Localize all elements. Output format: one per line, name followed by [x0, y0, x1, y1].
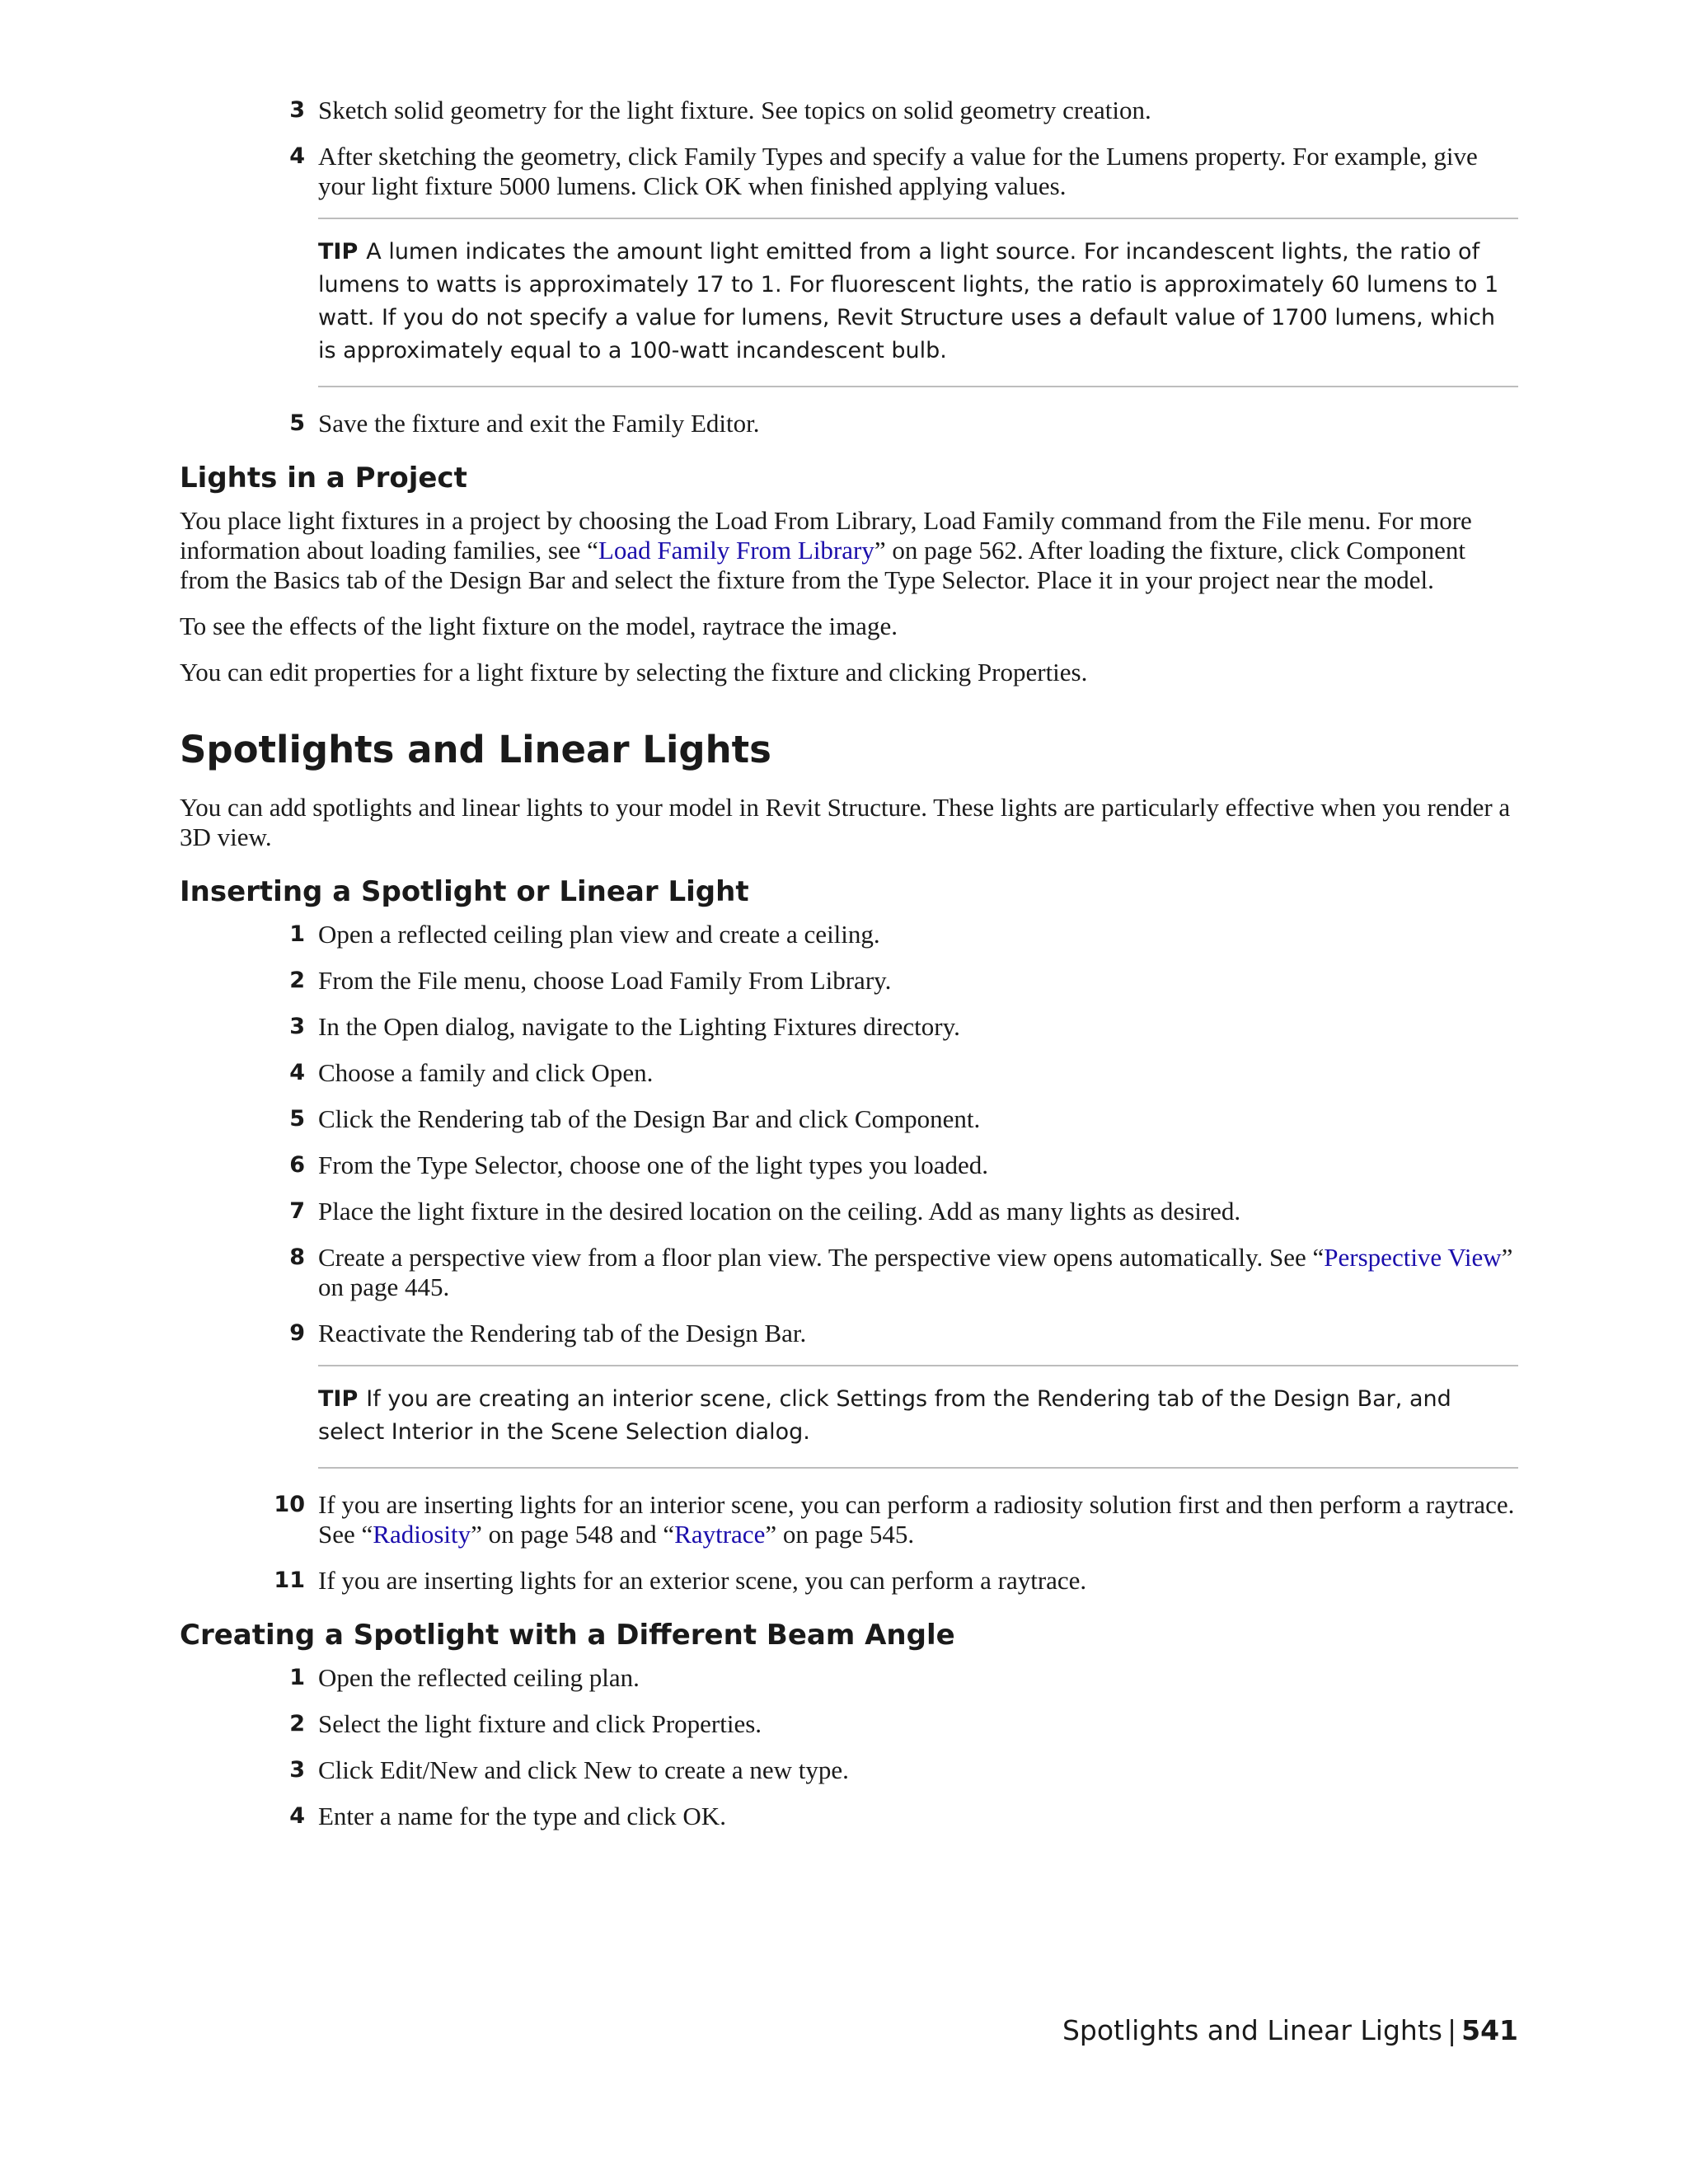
step-text: From the Type Selector, choose one of the light types you loaded.	[318, 1151, 989, 1179]
step-text: Sketch solid geometry for the light fixture. See topics on solid geometry creation.	[318, 96, 1151, 124]
step-item	[180, 96, 1518, 125]
step-number: 1	[289, 1665, 305, 1690]
step-item	[180, 1755, 1518, 1785]
paragraph-text: You place light fixtures in a project by choosing the Load From Library, Load Family command from the File menu. For more information about loading families, see “	[180, 506, 1472, 565]
step-number: 4	[289, 1803, 305, 1829]
step-text: Enter a name for the type and click OK.	[318, 1802, 726, 1830]
step-text: From the File menu, choose Load Family From Library.	[318, 966, 892, 995]
step-item	[180, 1058, 1518, 1088]
step-item	[180, 409, 1518, 438]
step-text: Choose a family and click Open.	[318, 1058, 654, 1087]
step-text: Select the light fixture and click Properties.	[318, 1709, 762, 1738]
step-number: 5	[289, 410, 305, 436]
step-item	[180, 1243, 1518, 1302]
step-item	[180, 1709, 1518, 1739]
step-text: If you are inserting lights for an interior scene, you can perform a radiosity solution first and then perform a raytrace. See “	[318, 1490, 1515, 1549]
page-number: 541	[1461, 2014, 1518, 2046]
step-number: 8	[289, 1244, 305, 1270]
link-radiosity[interactable]: Radiosity	[373, 1520, 471, 1549]
page-footer	[1062, 2014, 1518, 2046]
paragraph: To see the effects of the light fixture on the model, raytrace the image.	[180, 612, 898, 640]
step-item	[180, 1151, 1518, 1180]
tip-label: TIP	[318, 1386, 359, 1412]
step-item	[180, 1490, 1518, 1549]
tip-text: If you are creating an interior scene, click Settings from the Rendering tab of the Design Bar, and select Interior in the Scene Selection dialog.	[318, 1386, 1451, 1445]
step-item	[180, 142, 1518, 201]
tip-text: A lumen indicates the amount light emitted from a light source. For incandescent lights, the ratio of lumens to watts is approximately 17 to 1. For fluorescent lights, the ratio is approximately 60 lumens to 1 watt. If you do not specify a value for lumens, Revit Structure uses a default value of 1700 lumens, which is approximately equal to a 100-watt incandescent bulb.	[318, 239, 1499, 363]
step-text: ” on page 445.	[318, 1243, 1513, 1301]
step-number: 4	[289, 1060, 305, 1085]
step-text: Place the light fixture in the desired location on the ceiling. Add as many lights as desired.	[318, 1197, 1241, 1226]
step-item	[180, 1663, 1518, 1693]
step-item	[180, 1197, 1518, 1226]
step-text: Save the fixture and exit the Family Editor.	[318, 409, 760, 438]
step-text: Click the Rendering tab of the Design Bar and click Component.	[318, 1104, 981, 1133]
step-number: 3	[289, 1757, 305, 1783]
footer-title: Spotlights and Linear Lights	[1062, 2014, 1442, 2046]
step-item	[180, 966, 1518, 996]
document-page	[180, 96, 1518, 1848]
step-text: ” on page 548 and “	[471, 1520, 675, 1549]
step-item	[180, 1319, 1518, 1348]
step-text: ” on page 545.	[765, 1520, 915, 1549]
step-number: 2	[289, 1711, 305, 1736]
step-item	[180, 920, 1518, 949]
paragraph: You can add spotlights and linear lights to your model in Revit Structure. These lights are particularly effective when you render a 3D view.	[180, 793, 1511, 851]
footer-separator: |	[1447, 2014, 1457, 2046]
step-text: Create a perspective view from a floor plan view. The perspective view opens automatically. See “	[318, 1243, 1325, 1272]
section-heading-beam-angle: Creating a Spotlight with a Different Beam Angle	[180, 1619, 955, 1652]
step-item	[180, 1566, 1518, 1596]
link-perspective-view[interactable]: Perspective View	[1324, 1243, 1502, 1272]
step-text: In the Open dialog, navigate to the Lighting Fixtures directory.	[318, 1012, 960, 1041]
step-text: Click Edit/New and click New to create a new type.	[318, 1755, 849, 1784]
paragraph	[180, 506, 1518, 595]
step-number: 3	[289, 1014, 305, 1039]
tip-label: TIP	[318, 239, 359, 265]
step-text: If you are inserting lights for an exterior scene, you can perform a raytrace.	[318, 1566, 1087, 1595]
step-item	[180, 1012, 1518, 1042]
tip-box	[318, 1365, 1518, 1469]
step-item	[180, 1802, 1518, 1831]
step-text: After sketching the geometry, click Family Types and specify a value for the Lumens property. For example, give your light fixture 5000 lumens. Click OK when finished applying values.	[318, 142, 1478, 200]
step-text: Open the reflected ceiling plan.	[318, 1663, 640, 1692]
step-number: 11	[274, 1568, 305, 1593]
paragraph-text: ” on page 562. After loading the fixture, click Component from the Basics tab of the Design Bar and select the fixture from the Type Selector. Place it in your project near the model.	[180, 536, 1465, 594]
step-number: 7	[289, 1198, 305, 1224]
chapter-heading-spotlights: Spotlights and Linear Lights	[180, 728, 771, 771]
step-text: Open a reflected ceiling plan view and create a ceiling.	[318, 920, 880, 949]
link-load-family-from-library[interactable]: Load Family From Library	[598, 536, 874, 565]
step-number: 9	[289, 1320, 305, 1346]
tip-box	[318, 218, 1518, 387]
step-number: 3	[289, 97, 305, 123]
paragraph: You can edit properties for a light fixture by selecting the fixture and clicking Properties.	[180, 658, 1088, 687]
step-number: 5	[289, 1106, 305, 1132]
step-text: Reactivate the Rendering tab of the Design Bar.	[318, 1319, 807, 1347]
section-heading-inserting: Inserting a Spotlight or Linear Light	[180, 875, 749, 908]
step-number: 6	[289, 1152, 305, 1178]
link-raytrace[interactable]: Raytrace	[674, 1520, 766, 1549]
section-heading-lights-in-project: Lights in a Project	[180, 462, 467, 494]
step-number: 4	[289, 143, 305, 169]
step-item	[180, 1104, 1518, 1134]
step-number: 1	[289, 921, 305, 947]
step-number: 2	[289, 968, 305, 993]
step-number: 10	[274, 1492, 305, 1517]
